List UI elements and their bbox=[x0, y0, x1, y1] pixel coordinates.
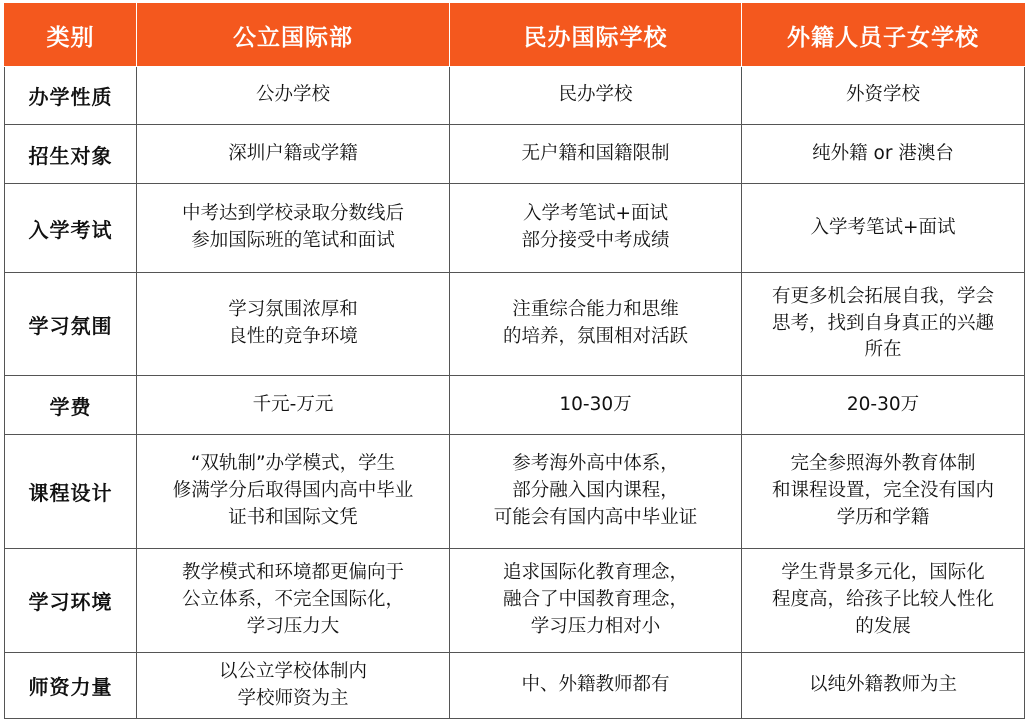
row-label: 师资力量 bbox=[5, 653, 137, 719]
header-public-international: 公立国际部 bbox=[137, 4, 450, 67]
table-row bbox=[5, 435, 1025, 549]
table-cell: 中考达到学校录取分数线后 参加国际班的笔试和面试 bbox=[137, 184, 450, 273]
table-cell: 入学考笔试+面试 部分接受中考成绩 bbox=[450, 184, 742, 273]
table-cell: 入学考笔试+面试 bbox=[742, 184, 1025, 273]
table-cell: 以纯外籍教师为主 bbox=[742, 653, 1025, 719]
table-cell: 完全参照海外教育体制 和课程设置，完全没有国内 学历和学籍 bbox=[742, 435, 1025, 549]
table-cell: 10-30万 bbox=[450, 376, 742, 435]
row-label: 学习氛围 bbox=[5, 273, 137, 376]
table-cell: 注重综合能力和思维 的培养，氛围相对活跃 bbox=[450, 273, 742, 376]
row-label: 学费 bbox=[5, 376, 137, 435]
table-cell: 参考海外高中体系， 部分融入国内课程， 可能会有国内高中毕业证 bbox=[450, 435, 742, 549]
table-row bbox=[5, 549, 1025, 653]
row-label: 入学考试 bbox=[5, 184, 137, 273]
table-cell: 中、外籍教师都有 bbox=[450, 653, 742, 719]
school-comparison-table bbox=[4, 3, 1025, 719]
row-label: 招生对象 bbox=[5, 125, 137, 184]
table-cell: 20-30万 bbox=[742, 376, 1025, 435]
table-row bbox=[5, 273, 1025, 376]
comparison-table-container bbox=[4, 3, 1024, 715]
row-label: 学习环境 bbox=[5, 549, 137, 653]
table-cell: “双轨制”办学模式，学生 修满学分后取得国内高中毕业 证书和国际文凭 bbox=[137, 435, 450, 549]
header-row bbox=[5, 4, 1025, 67]
table-cell: 千元-万元 bbox=[137, 376, 450, 435]
table-cell: 民办学校 bbox=[450, 67, 742, 125]
row-label: 课程设计 bbox=[5, 435, 137, 549]
header-foreign-school: 外籍人员子女学校 bbox=[742, 4, 1025, 67]
table-cell: 公办学校 bbox=[137, 67, 450, 125]
table-cell: 教学模式和环境都更偏向于 公立体系，不完全国际化， 学习压力大 bbox=[137, 549, 450, 653]
table-row bbox=[5, 67, 1025, 125]
table-cell: 纯外籍 or 港澳台 bbox=[742, 125, 1025, 184]
table-cell: 学生背景多元化，国际化 程度高，给孩子比较人性化 的发展 bbox=[742, 549, 1025, 653]
table-cell: 有更多机会拓展自我，学会 思考，找到自身真正的兴趣 所在 bbox=[742, 273, 1025, 376]
header-private-international: 民办国际学校 bbox=[450, 4, 742, 67]
table-row bbox=[5, 376, 1025, 435]
table-cell: 外资学校 bbox=[742, 67, 1025, 125]
row-label: 办学性质 bbox=[5, 67, 137, 125]
table-cell: 以公立学校体制内 学校师资为主 bbox=[137, 653, 450, 719]
table-row bbox=[5, 125, 1025, 184]
table-row bbox=[5, 653, 1025, 719]
header-category: 类别 bbox=[5, 4, 137, 67]
table-cell: 追求国际化教育理念， 融合了中国教育理念， 学习压力相对小 bbox=[450, 549, 742, 653]
table-cell: 无户籍和国籍限制 bbox=[450, 125, 742, 184]
table-cell: 学习氛围浓厚和 良性的竞争环境 bbox=[137, 273, 450, 376]
table-row bbox=[5, 184, 1025, 273]
table-cell: 深圳户籍或学籍 bbox=[137, 125, 450, 184]
